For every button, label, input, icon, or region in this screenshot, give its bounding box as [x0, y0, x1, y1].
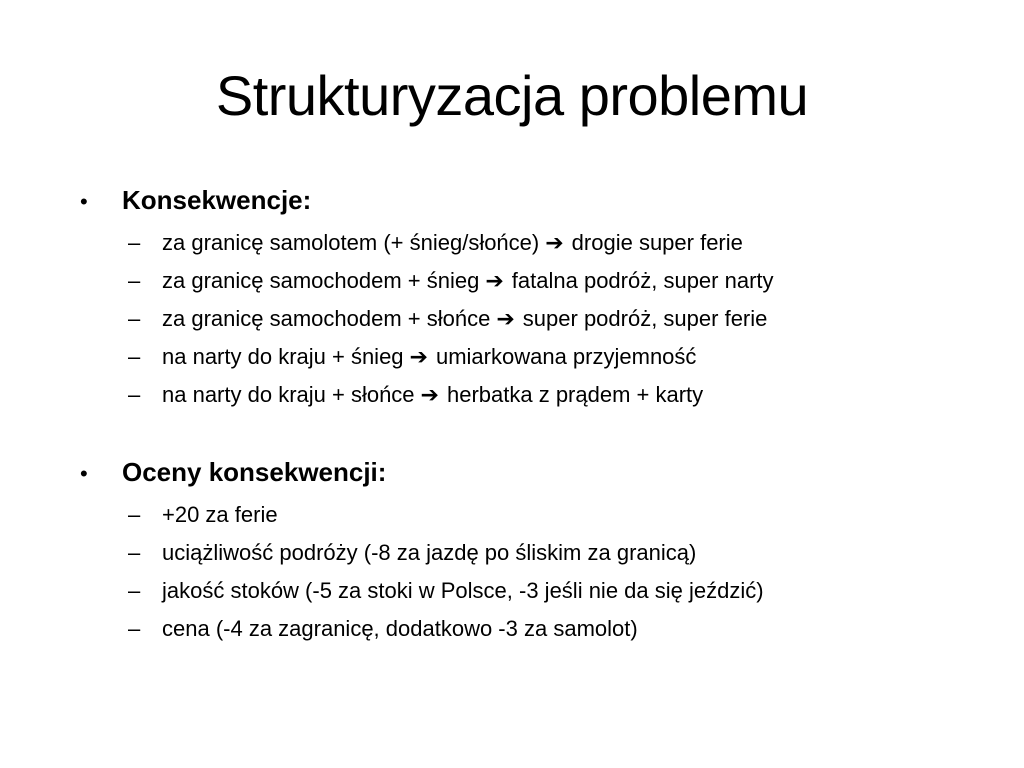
section-ratings — [76, 450, 1006, 648]
item-text-before: na narty do kraju + słońce — [162, 382, 415, 407]
item-text-before: za granicę samochodem + słońce — [162, 306, 491, 331]
arrow-right-icon: ➔ — [485, 268, 504, 293]
arrow-right-icon: ➔ — [545, 230, 564, 255]
dash-icon: – — [128, 382, 141, 407]
item-text-before: za granicę samolotem (+ śnieg/słońce) — [162, 230, 540, 255]
item-text: cena (-4 za zagranicę, dodatkowo -3 za samolot) — [162, 616, 638, 641]
item-text-after: herbatka z prądem + karty — [446, 382, 704, 407]
dash-icon: – — [128, 616, 141, 641]
arrow-right-icon: ➔ — [496, 306, 515, 331]
arrow-right-icon: ➔ — [409, 344, 428, 369]
dash-icon: – — [128, 578, 141, 603]
bullet-icon: • — [80, 461, 88, 486]
rating-list — [76, 496, 1006, 648]
section-heading — [76, 450, 1006, 496]
bullet-icon: • — [80, 189, 88, 214]
list-item — [76, 300, 1006, 338]
arrow-right-icon: ➔ — [420, 382, 439, 407]
item-text-after: super podróż, super ferie — [522, 306, 768, 331]
list-item — [76, 496, 1006, 534]
heading-text: Oceny konsekwencji: — [122, 457, 387, 487]
list-item — [76, 534, 1006, 572]
item-text-after: umiarkowana przyjemność — [435, 344, 697, 369]
section-heading — [76, 178, 1006, 224]
item-text-before: za granicę samochodem + śnieg — [162, 268, 480, 293]
dash-icon: – — [128, 502, 141, 527]
dash-icon: – — [128, 306, 141, 331]
dash-icon: – — [128, 230, 141, 255]
dash-icon: – — [128, 344, 141, 369]
item-text: uciążliwość podróży (-8 za jazdę po śliskim za granicą) — [162, 540, 697, 565]
list-item — [76, 572, 1006, 610]
dash-icon: – — [128, 268, 141, 293]
item-text: +20 za ferie — [162, 502, 278, 527]
item-text-after: fatalna podróż, super narty — [511, 268, 774, 293]
list-item — [76, 224, 1006, 262]
item-text-after: drogie super ferie — [571, 230, 743, 255]
section-consequences — [76, 178, 1006, 414]
list-item — [76, 376, 1006, 414]
dash-icon: – — [128, 540, 141, 565]
list-item — [76, 338, 1006, 376]
list-item — [76, 262, 1006, 300]
item-text: jakość stoków (-5 za stoki w Polsce, -3 jeśli nie da się jeździć) — [162, 578, 764, 603]
item-text-before: na narty do kraju + śnieg — [162, 344, 404, 369]
heading-text: Konsekwencje: — [122, 185, 312, 215]
consequence-list — [76, 224, 1006, 414]
list-item — [76, 610, 1006, 648]
slide-title: Strukturyzacja problemu — [215, 64, 809, 127]
